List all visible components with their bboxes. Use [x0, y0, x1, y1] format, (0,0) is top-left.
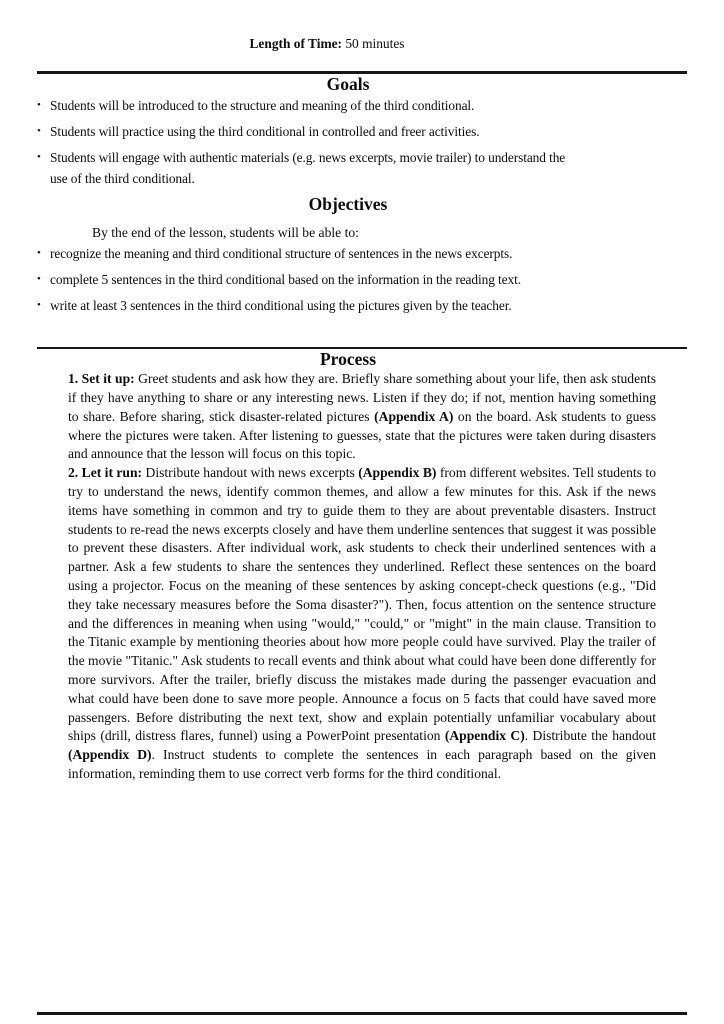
process-heading: Process [319, 349, 377, 370]
list-item [37, 95, 585, 116]
goal-text: Students will be introduced to the structure and meaning of the third conditional. [50, 97, 475, 113]
objective-text: recognize the meaning and third conditional structure of sentences in the news excerpts. [50, 245, 513, 261]
text-segment: Distribute handout with news excerpts [145, 465, 359, 481]
length-of-time-value: 50 minutes [342, 36, 405, 51]
process-step-2 [68, 464, 656, 784]
objectives-intro: By the end of the lesson, students will be able to: [92, 224, 359, 240]
length-of-time [37, 36, 687, 52]
objectives-list [37, 243, 582, 316]
footer-divider [37, 1012, 687, 1015]
text-segment: (Appendix C) [444, 728, 525, 744]
list-item [37, 269, 582, 290]
process-step-1 [68, 370, 656, 464]
text-segment: Greet students and ask how they are. Briefly share something about your life, then ask students if they have anything to share or any interesting news. Listen if they do; if not, mention having something to share. Before sharing, stick disaster-related pictures [68, 371, 656, 424]
text-segment: from different websites. Tell students to try to understand the news, identify common themes, and allow a few minutes for this. Ask if the news items have something in common and try to guide them to they are about preventable disasters. Instruct students to re-read the news excerpts closely and have them underline sentences that suggest it was possible to prevent these disasters. After individual work, ask students to check their underlined sentences with a partner. Ask a few students to share the sentences they underlined. Reflect these sentences on the board using a projector. Focus on the meaning of these sentences by asking concept-check questions (e.g., "Did they take necessary measures before the Soma disaster?"). Then, focus attention on the sentence structure and the differences in meaning when using "would," "could," or "might" in the main clause. Transition to the Titanic example by mentioning theories about how more people could have survived. Play the trailer of the movie "Titanic." Ask students to recall events and think about what could have been done differently for more survivors. After the trailer, briefly discuss the mistakes made during the passenger evacuation and what could have been done to save more people. Announce a focus on 5 facts that could have saved more passengers. Before distributing the next text, show and explain potentially unfamiliar vocabulary about ships (drill, distress flares, funnel) using a PowerPoint presentation [68, 465, 656, 744]
length-of-time-label: Length of Time: [249, 36, 342, 51]
text-segment: (Appendix D) [68, 747, 152, 763]
text-segment: (Appendix A) [374, 408, 454, 424]
text-segment: on the board. Ask students to guess where the pictures were taken. After listening to guesses, state that the pictures were taken during disasters and announce that the lesson will focus on this topic. [68, 408, 656, 462]
objective-text: write at least 3 sentences in the third conditional using the pictures given by the teacher. [50, 297, 512, 313]
text-segment: . Instruct students to complete the sentences in each paragraph based on the given information, reminding them to use correct verb forms for the third conditional. [68, 747, 656, 781]
goal-text: Students will practice using the third conditional in controlled and freer activities. [50, 123, 480, 139]
goals-list [37, 95, 585, 189]
text-segment: 1. Set it up: [68, 371, 139, 387]
list-item [37, 243, 582, 264]
objective-text: complete 5 sentences in the third conditional based on the information in the reading text. [50, 271, 521, 287]
goal-text: Students will engage with authentic materials (e.g. news excerpts, movie trailer) to understand the use of the third conditional. [50, 149, 566, 186]
objectives-heading: Objectives [308, 193, 388, 214]
list-item [37, 121, 585, 142]
text-segment: 2. Let it run: [68, 465, 146, 481]
text-segment: . Distribute the handout [524, 728, 657, 744]
list-item [37, 147, 585, 189]
goals-heading: Goals [326, 73, 370, 94]
list-item [37, 295, 582, 316]
text-segment: (Appendix B) [358, 465, 437, 481]
